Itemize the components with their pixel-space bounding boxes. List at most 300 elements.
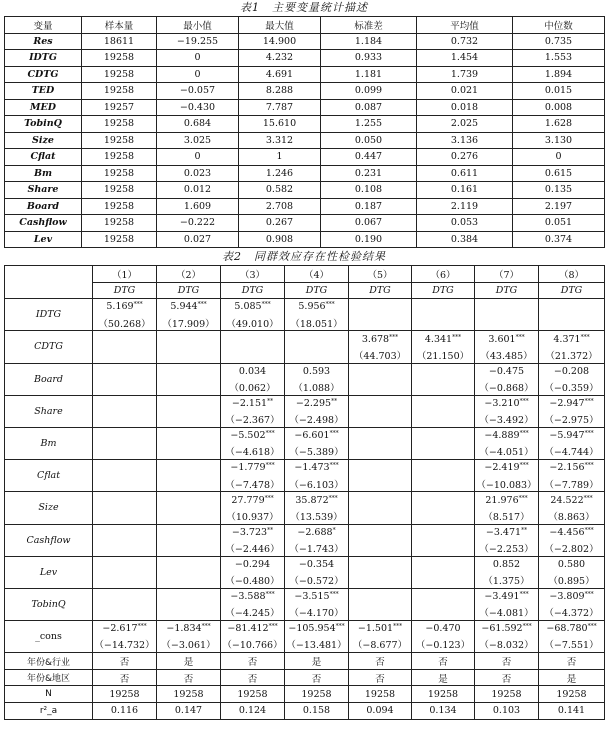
table1-value-cell: 0.012 <box>157 182 239 199</box>
coefficient-value: −2.688 <box>297 526 333 538</box>
coefficient-value: −4.456 <box>549 526 585 538</box>
table2-coef-cell <box>412 588 475 604</box>
coefficient-value: −3.809 <box>549 591 585 603</box>
table1-value-cell: 0.087 <box>321 99 417 116</box>
coefficient-value: 4.371 <box>553 333 581 345</box>
table2-coef-cell <box>221 588 285 604</box>
table1-row <box>5 215 605 232</box>
table2-coef-row <box>5 588 605 604</box>
table2-tstat-cell: （49.010） <box>221 315 285 331</box>
table2-tstat-cell: （−13.481） <box>285 637 349 653</box>
table1-value-cell: 0.161 <box>417 182 513 199</box>
table2-caption: 表2 同群效应存在性检验结果 <box>222 250 386 263</box>
table1-value-cell: 0 <box>513 149 605 166</box>
table1-header-cell: 平均值 <box>417 17 513 34</box>
table2-coef-cell <box>539 588 605 604</box>
table2-depvar: DTG <box>349 282 412 299</box>
table2-tstat-cell <box>412 315 475 331</box>
coefficient-value: 5.085 <box>234 301 262 313</box>
table2-tstat-cell <box>93 444 157 460</box>
coefficient-value: −61.592 <box>481 623 523 635</box>
table1-value-cell: 1.246 <box>239 165 321 182</box>
table2-footer-cell: 0.103 <box>475 703 539 720</box>
table2-tstat-cell <box>412 508 475 524</box>
table2-depvar: DTG <box>221 282 285 299</box>
table2-tstat-cell <box>93 508 157 524</box>
table2-depvar-row <box>5 282 605 299</box>
table1-value-cell: 19258 <box>82 165 157 182</box>
significance-stars: *** <box>329 430 339 438</box>
table2-tstat-cell <box>539 315 605 331</box>
table2-tstat-cell: （−5.389） <box>285 444 349 460</box>
table2-footer-cell: 19258 <box>157 686 221 703</box>
table1-value-cell: 2.708 <box>239 198 321 215</box>
table1-value-cell: 7.787 <box>239 99 321 116</box>
table2-depvar: DTG <box>285 282 349 299</box>
table1-value-cell: 8.288 <box>239 83 321 100</box>
table2-coef-cell <box>285 492 349 508</box>
table2-tstat-cell <box>349 508 412 524</box>
table2-coef-cell <box>349 588 412 604</box>
table2-coef-cell <box>475 524 539 540</box>
table2-tstat-row <box>5 637 605 653</box>
table2-tstat-cell: （−4.051） <box>475 444 539 460</box>
table2-tstat-cell <box>285 347 349 363</box>
table2-coef-cell <box>475 460 539 476</box>
table1-variable-cell: MED <box>5 99 82 116</box>
table1-variable-cell: Cashflow <box>5 215 82 232</box>
table2-corner-cell <box>5 266 93 283</box>
table1-value-cell: 1.454 <box>417 50 513 67</box>
significance-stars: *** <box>329 462 339 470</box>
table2-footer-cell: 否 <box>221 669 285 686</box>
table1-value-cell: −19.255 <box>157 33 239 50</box>
table2-coef-cell <box>539 492 605 508</box>
table1-value-cell: 1.628 <box>513 116 605 133</box>
table2-footer-cell: 否 <box>221 653 285 670</box>
table1-value-cell: 0.611 <box>417 165 513 182</box>
table2-tstat-cell <box>157 476 221 492</box>
table2-tstat-cell: （13.539） <box>285 508 349 524</box>
table2-coef-cell <box>349 395 412 411</box>
table1-value-cell: 0.190 <box>321 231 417 248</box>
table1-value-cell: 19258 <box>82 182 157 199</box>
table1-value-cell: 0.050 <box>321 132 417 149</box>
table2-coef-cell <box>93 492 157 508</box>
table1-value-cell: 0 <box>157 66 239 83</box>
table1-header-cell: 变量 <box>5 17 82 34</box>
significance-stars: *** <box>519 430 529 438</box>
table2-tstat-cell: （−4.081） <box>475 604 539 620</box>
table2-tstat-cell: （8.863） <box>539 508 605 524</box>
table2-tstat-cell: （−7.478） <box>221 476 285 492</box>
table2-coef-cell <box>93 299 157 315</box>
table2-tstat-cell <box>93 379 157 395</box>
table1-value-cell: 0.933 <box>321 50 417 67</box>
table2-coef-cell <box>157 556 221 572</box>
table2-tstat-cell <box>412 572 475 588</box>
table2-coef-cell <box>221 363 285 379</box>
coefficient-value: −3.471 <box>485 526 522 538</box>
coefficient-value: 0.034 <box>238 365 267 377</box>
table2-tstat-cell: （−2.498） <box>285 411 349 427</box>
table2-tstat-cell: （21.150） <box>412 347 475 363</box>
table2-coef-cell <box>412 524 475 540</box>
table2-coef-cell <box>221 621 285 637</box>
table2-footer-cell: 否 <box>157 669 221 686</box>
significance-stars: *** <box>519 462 529 470</box>
table2-column-number: （4） <box>285 266 349 283</box>
table2-tstat-cell <box>349 476 412 492</box>
table2-tstat-row <box>5 315 605 331</box>
table2-variable-label: _cons <box>5 621 93 653</box>
table2-coef-row <box>5 427 605 443</box>
table2-coef-cell <box>475 588 539 604</box>
table2-tstat-cell: （−8.677） <box>349 637 412 653</box>
coefficient-value: −0.208 <box>553 365 590 377</box>
table1-value-cell: 0.135 <box>513 182 605 199</box>
table2-coef-cell <box>93 524 157 540</box>
table1-value-cell: 0.108 <box>321 182 417 199</box>
table1-value-cell: 1.181 <box>321 66 417 83</box>
coefficient-value: 3.678 <box>361 333 390 345</box>
significance-stars: *** <box>452 333 462 341</box>
coefficient-value: −3.723 <box>231 526 268 538</box>
table1-value-cell: 2.025 <box>417 116 513 133</box>
summary-statistics-table <box>4 16 605 248</box>
table2-coef-cell <box>349 331 412 347</box>
table2-coef-cell <box>285 427 349 443</box>
table2-tstat-cell: （0.062） <box>221 379 285 395</box>
table1-value-cell: 0.384 <box>417 231 513 248</box>
table2-coef-cell <box>157 427 221 443</box>
table2-coef-cell <box>475 427 539 443</box>
table2-coef-cell <box>221 556 285 572</box>
table2-variable-label: Cashflow <box>5 524 93 556</box>
table1-header-cell: 最大值 <box>239 17 321 34</box>
table1-value-cell: 1.255 <box>321 116 417 133</box>
table2-variable-label: Share <box>5 395 93 427</box>
table2-tstat-cell: （−7.789） <box>539 476 605 492</box>
table2-tstat-cell: （−0.359） <box>539 379 605 395</box>
significance-stars: *** <box>515 333 525 341</box>
table2-footer-cell: 否 <box>412 653 475 670</box>
table1-value-cell: 0.067 <box>321 215 417 232</box>
table2-coef-cell <box>285 299 349 315</box>
coefficient-value: −105.954 <box>288 623 336 635</box>
table2-coef-row <box>5 395 605 411</box>
significance-stars: *** <box>393 623 403 631</box>
table2-footer-cell: 是 <box>539 669 605 686</box>
table2-tstat-cell: （1.375） <box>475 572 539 588</box>
table2-coef-cell <box>221 460 285 476</box>
table1-value-cell: 18611 <box>82 33 157 50</box>
table1-value-cell: 19258 <box>82 215 157 232</box>
table1-value-cell: 0.267 <box>239 215 321 232</box>
significance-stars: *** <box>265 430 275 438</box>
table2-tstat-cell <box>157 604 221 620</box>
coefficient-value: −2.295 <box>295 398 332 410</box>
table2-coef-row <box>5 331 605 347</box>
table2-coef-cell <box>349 492 412 508</box>
table2-tstat-cell <box>412 476 475 492</box>
table2-variable-label: IDTG <box>5 299 93 331</box>
table2-coef-cell <box>221 299 285 315</box>
coefficient-value: −3.210 <box>484 398 520 410</box>
table2-footer-cell: 19258 <box>349 686 412 703</box>
table1-variable-cell: Res <box>5 33 82 50</box>
significance-stars: *** <box>584 430 594 438</box>
table2-tstat-row <box>5 540 605 556</box>
table2-variable-label: CDTG <box>5 331 93 363</box>
table1-row <box>5 149 605 166</box>
table2-footer-cell: 19258 <box>412 686 475 703</box>
table1-caption: 表1 主要变量统计描述 <box>240 1 368 14</box>
coefficient-value: −6.601 <box>294 430 330 442</box>
table1-value-cell: −0.430 <box>157 99 239 116</box>
table1-variable-cell: Size <box>5 132 82 149</box>
table2-coef-cell <box>157 299 221 315</box>
significance-stars: ** <box>267 526 274 534</box>
table1-variable-cell: Cflat <box>5 149 82 166</box>
table2-coef-cell <box>157 395 221 411</box>
table2-tstat-cell <box>93 476 157 492</box>
table2-footer-cell: 是 <box>285 653 349 670</box>
table2-tstat-cell <box>93 572 157 588</box>
table2-coef-cell <box>475 556 539 572</box>
table2-coef-row <box>5 299 605 315</box>
table2-footer-cell: 19258 <box>285 686 349 703</box>
table2-tstat-cell: （−3.061） <box>157 637 221 653</box>
table2-coef-cell <box>539 621 605 637</box>
table2-coef-cell <box>93 460 157 476</box>
table1-row <box>5 182 605 199</box>
table2-tstat-cell: （−6.103） <box>285 476 349 492</box>
table1-variable-cell: Lev <box>5 231 82 248</box>
coefficient-value: −0.470 <box>425 623 461 635</box>
table2-coef-row <box>5 460 605 476</box>
table2-column-number: （2） <box>157 266 221 283</box>
table2-tstat-cell <box>412 379 475 395</box>
significance-stars: *** <box>584 398 594 406</box>
significance-stars: *** <box>329 591 339 599</box>
table1-value-cell: 3.312 <box>239 132 321 149</box>
table1-value-cell: 0.908 <box>239 231 321 248</box>
table2-coef-cell <box>285 588 349 604</box>
table2-tstat-row <box>5 476 605 492</box>
table2-coef-cell <box>349 427 412 443</box>
table2-tstat-cell: （−7.551） <box>539 637 605 653</box>
table1-value-cell: 0 <box>157 149 239 166</box>
table2-footer-row <box>5 686 605 703</box>
table2-coef-row <box>5 363 605 379</box>
significance-stars: *** <box>518 494 528 502</box>
significance-stars: *** <box>265 462 275 470</box>
table1-value-cell: 19258 <box>82 66 157 83</box>
table1-value-cell: 0.276 <box>417 149 513 166</box>
table2-coef-cell <box>285 556 349 572</box>
table2-footer-cell: 否 <box>349 669 412 686</box>
table2-coef-cell <box>539 524 605 540</box>
table2-tstat-cell <box>349 604 412 620</box>
significance-stars: *** <box>522 623 532 631</box>
table2-coef-cell <box>285 331 349 347</box>
table2-footer-cell: 否 <box>285 669 349 686</box>
table2-variable-label: Board <box>5 363 93 395</box>
table2-footer-cell: 19258 <box>93 686 157 703</box>
table2-tstat-cell: （−3.492） <box>475 411 539 427</box>
table2-tstat-cell: （−0.123） <box>412 637 475 653</box>
coefficient-value: 0.593 <box>302 365 331 377</box>
table2-tstat-cell: （−4.618） <box>221 444 285 460</box>
table2-tstat-cell: （1.088） <box>285 379 349 395</box>
table2-coef-cell <box>475 363 539 379</box>
table2-coef-cell <box>221 427 285 443</box>
table1-variable-cell: IDTG <box>5 50 82 67</box>
table2-coef-cell <box>539 556 605 572</box>
table2-coef-cell <box>539 395 605 411</box>
table2-footer-cell: 0.158 <box>285 703 349 720</box>
table2-coef-cell <box>349 524 412 540</box>
table2-coef-cell <box>349 556 412 572</box>
coefficient-value: −81.412 <box>227 623 269 635</box>
table2-coef-cell <box>412 492 475 508</box>
table2-tstat-cell: （−4.744） <box>539 444 605 460</box>
table1-value-cell: 0.582 <box>239 182 321 199</box>
table1-row <box>5 33 605 50</box>
table2-tstat-cell: （10.937） <box>221 508 285 524</box>
table2-tstat-row <box>5 508 605 524</box>
table1-value-cell: 1.739 <box>417 66 513 83</box>
table2-variable-label: Lev <box>5 556 93 588</box>
coefficient-value: −0.475 <box>488 365 525 377</box>
coefficient-value: 0.580 <box>557 558 586 570</box>
coefficient-value: −5.502 <box>230 430 266 442</box>
table1-row <box>5 83 605 100</box>
table2-footer-cell: 是 <box>412 669 475 686</box>
table1-variable-cell: TobinQ <box>5 116 82 133</box>
significance-stars: *** <box>587 623 597 631</box>
table1-value-cell: 19258 <box>82 132 157 149</box>
significance-stars: *** <box>583 494 593 502</box>
coefficient-value: −3.491 <box>484 591 520 603</box>
significance-stars: *** <box>268 623 278 631</box>
coefficient-value: −0.294 <box>234 558 271 570</box>
table2-footer-label: r²_a <box>5 703 93 720</box>
table2-tstat-cell <box>93 411 157 427</box>
table1-value-cell: 4.691 <box>239 66 321 83</box>
regression-results-table <box>4 265 605 720</box>
table1-row <box>5 99 605 116</box>
table2-tstat-cell: （−0.480） <box>221 572 285 588</box>
significance-stars: *** <box>137 623 147 631</box>
table2-coef-cell <box>157 588 221 604</box>
table2-tstat-cell: （−2.367） <box>221 411 285 427</box>
table2-footer-label: 年份&地区 <box>5 669 93 686</box>
table1-value-cell: 4.232 <box>239 50 321 67</box>
coefficient-value: −0.354 <box>298 558 335 570</box>
table2-column-number: （1） <box>93 266 157 283</box>
table2-tstat-cell <box>157 444 221 460</box>
table2-tstat-cell: （−4.372） <box>539 604 605 620</box>
table1-header-cell: 标准差 <box>321 17 417 34</box>
table1-value-cell: 0.023 <box>157 165 239 182</box>
table2-coef-cell <box>285 524 349 540</box>
table2-tstat-cell <box>349 444 412 460</box>
table1-value-cell: 0.732 <box>417 33 513 50</box>
table1-value-cell: 19257 <box>82 99 157 116</box>
coefficient-value: 27.779 <box>231 494 265 506</box>
table2-coef-cell <box>157 524 221 540</box>
coefficient-value: −2.156 <box>549 462 585 474</box>
table1-value-cell: 0.099 <box>321 83 417 100</box>
table1-row <box>5 50 605 67</box>
table2-tstat-cell <box>349 315 412 331</box>
table1-value-cell: 19258 <box>82 50 157 67</box>
table2-variable-label: Size <box>5 492 93 524</box>
table1-value-cell: 0.187 <box>321 198 417 215</box>
table2-coef-cell <box>475 621 539 637</box>
table2-variable-label: Cflat <box>5 460 93 492</box>
table1-value-cell: 0.008 <box>513 99 605 116</box>
table2-tstat-cell: （18.051） <box>285 315 349 331</box>
table1-row <box>5 231 605 248</box>
table2-coef-cell <box>221 492 285 508</box>
table1-value-cell: −0.057 <box>157 83 239 100</box>
table2-coef-cell <box>539 363 605 379</box>
table2-tstat-cell: （50.268） <box>93 315 157 331</box>
table1-variable-cell: TED <box>5 83 82 100</box>
significance-stars: ** <box>331 398 338 406</box>
table2-tstat-cell <box>412 444 475 460</box>
table1-value-cell: 0.018 <box>417 99 513 116</box>
table1-variable-cell: CDTG <box>5 66 82 83</box>
table2-footer-row <box>5 653 605 670</box>
coefficient-value: −5.947 <box>549 430 585 442</box>
coefficient-value: 21.976 <box>485 494 519 506</box>
significance-stars: *** <box>335 623 345 631</box>
table2-coef-cell <box>539 331 605 347</box>
table2-coef-cell <box>349 460 412 476</box>
significance-stars: *** <box>261 301 271 309</box>
coefficient-value: −68.780 <box>546 623 588 635</box>
significance-stars: *** <box>265 591 275 599</box>
table2-depvar: DTG <box>539 282 605 299</box>
table2-footer-cell: 否 <box>475 669 539 686</box>
table2-coef-cell <box>93 363 157 379</box>
significance-stars: ** <box>267 398 274 406</box>
table2-coef-cell <box>475 331 539 347</box>
table1-variable-cell: Bm <box>5 165 82 182</box>
coefficient-value: 3.601 <box>488 333 516 345</box>
table2-coef-cell <box>221 524 285 540</box>
table2-coef-cell <box>93 588 157 604</box>
table2-tstat-cell: （0.895） <box>539 572 605 588</box>
table1-value-cell: 0.615 <box>513 165 605 182</box>
table1-header-cell: 中位数 <box>513 17 605 34</box>
significance-stars: *** <box>584 591 594 599</box>
table2-footer-cell: 0.141 <box>539 703 605 720</box>
table2-coef-cell <box>221 331 285 347</box>
table2-column-number: （7） <box>475 266 539 283</box>
significance-stars: *** <box>584 462 594 470</box>
table2-depvar: DTG <box>93 282 157 299</box>
significance-stars: *** <box>197 301 207 309</box>
coefficient-value: −1.779 <box>230 462 266 474</box>
table2-coef-cell <box>412 460 475 476</box>
table2-coef-cell <box>285 395 349 411</box>
significance-stars: *** <box>580 333 590 341</box>
